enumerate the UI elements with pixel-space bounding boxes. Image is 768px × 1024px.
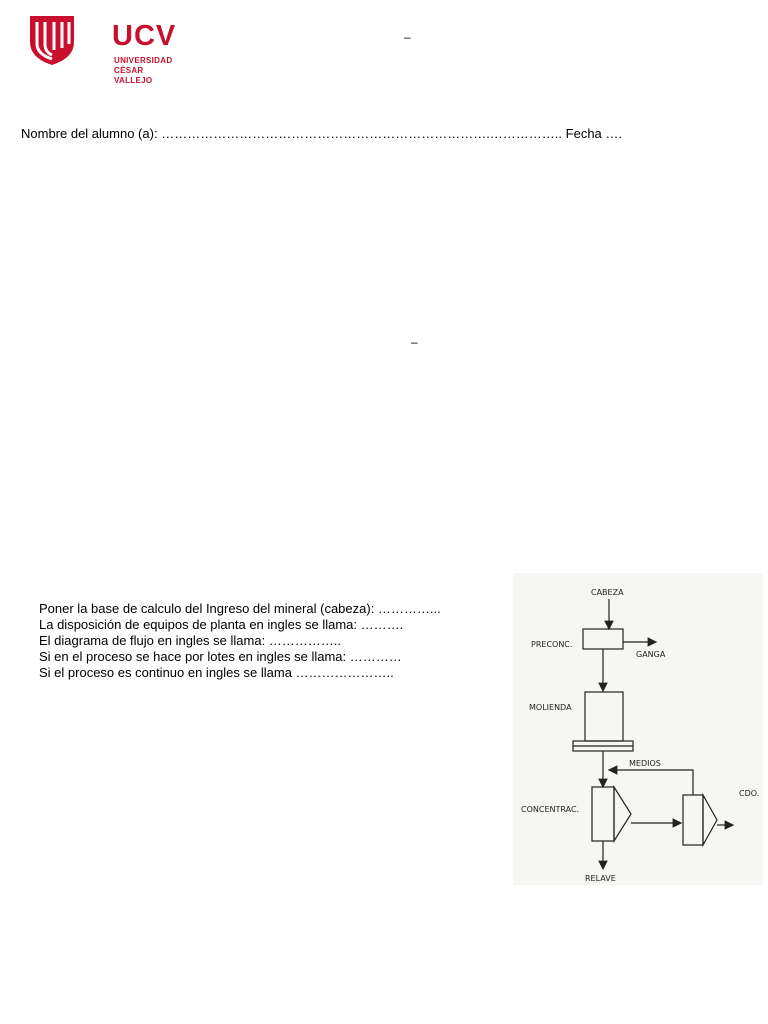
top-mark: –: [404, 30, 411, 44]
label-ganga: GANGA: [636, 650, 666, 659]
recycle-line: [613, 770, 693, 795]
cleaner-cone: [703, 795, 717, 845]
preconc-unit: [583, 629, 623, 649]
logo-subtitle: [114, 56, 172, 86]
logo-line-1: UNIVERSIDAD: [114, 56, 173, 65]
student-name-blank: ………………………………………………………………….……………..: [161, 126, 563, 141]
question-item: Si el proceso es continuo en ingles se llama …………………..: [39, 665, 394, 680]
label-cdo: CDO.: [739, 789, 760, 798]
logo-line-2: CÉSAR VALLEJO: [114, 66, 153, 85]
university-logo: [28, 12, 177, 85]
student-name-line: [21, 126, 622, 141]
question-item: La disposición de equipos de planta en ingles se llama: ……….: [39, 617, 404, 632]
mid-mark: –: [411, 335, 418, 349]
logo-brand: UCV: [112, 20, 177, 52]
concentrac-unit: [592, 787, 614, 841]
molienda-unit: [585, 692, 623, 741]
label-cabeza: CABEZA: [591, 588, 624, 597]
label-relave: RELAVE: [585, 874, 616, 883]
question-item: El diagrama de flujo en ingles se llama: ……………..: [39, 633, 342, 648]
label-medios: MEDIOS: [629, 759, 661, 768]
date-blank: ….: [605, 126, 623, 141]
cleaner-unit: [683, 795, 703, 845]
process-flow-diagram: [513, 573, 763, 885]
student-name-label: Nombre del alumno (a):: [21, 126, 158, 141]
label-molienda: MOLIENDA: [529, 703, 572, 712]
concentrac-cone: [614, 787, 631, 841]
date-label: Fecha: [565, 126, 602, 141]
question-item: Si en el proceso se hace por lotes en ingles se llama: …………: [39, 649, 402, 664]
label-preconc: PRECONC.: [531, 640, 573, 649]
question-list: [39, 601, 441, 681]
label-concentrac: CONCENTRAC.: [521, 805, 580, 814]
ucv-shield-icon: [28, 12, 76, 66]
question-item: Poner la base de calculo del Ingreso del mineral (cabeza): …………...: [39, 601, 441, 616]
